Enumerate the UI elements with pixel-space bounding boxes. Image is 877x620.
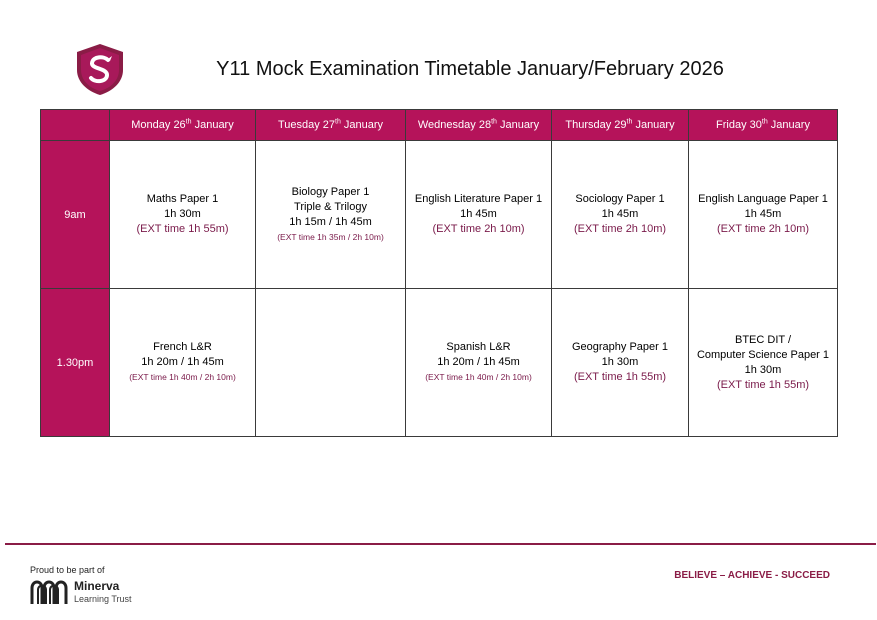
day-header-thursday: Thursday 29th January bbox=[552, 110, 689, 141]
page-title: Y11 Mock Examination Timetable January/February 2026 bbox=[216, 58, 724, 80]
proud-text: Proud to be part of bbox=[30, 565, 105, 575]
row-9am bbox=[41, 141, 838, 289]
school-shield-logo bbox=[73, 42, 127, 96]
day-header-friday: Friday 30th January bbox=[689, 110, 838, 141]
time-label: 1.30pm bbox=[41, 289, 110, 437]
exam-cell-tue-am: Biology Paper 1 Triple & Trilogy 1h 15m / 1h 45m (EXT time 1h 35m / 2h 10m) bbox=[256, 141, 406, 289]
exam-cell-fri-pm: BTEC DIT / Computer Science Paper 1 1h 30m (EXT time 1h 55m) bbox=[689, 289, 838, 437]
ext-time: (EXT time 1h 55m) bbox=[716, 378, 810, 391]
minerva-trust-logo-icon bbox=[30, 578, 70, 606]
exam-cell-fri-am: English Language Paper 1 1h 45m (EXT time 2h 10m) bbox=[689, 141, 838, 289]
corner-cell bbox=[41, 110, 110, 141]
ext-time: (EXT time 1h 35m / 2h 10m) bbox=[277, 231, 384, 242]
timetable bbox=[40, 109, 838, 437]
ext-time: (EXT time 1h 40m / 2h 10m) bbox=[425, 372, 532, 382]
motto: BELIEVE – ACHIEVE - SUCCEED bbox=[674, 570, 830, 581]
exam-cell-tue-pm-empty bbox=[256, 289, 406, 437]
exam-cell-mon-am: Maths Paper 1 1h 30m (EXT time 1h 55m) bbox=[110, 141, 256, 289]
ext-time: (EXT time 2h 10m) bbox=[573, 223, 667, 235]
trust-subtitle: Learning Trust bbox=[74, 594, 132, 604]
ext-time: (EXT time 1h 55m) bbox=[136, 223, 229, 235]
time-label: 9am bbox=[41, 141, 110, 289]
row-130pm bbox=[41, 289, 838, 437]
day-header-monday: Monday 26th January bbox=[110, 110, 256, 141]
ext-time: (EXT time 1h 55m) bbox=[573, 371, 667, 383]
day-header-wednesday: Wednesday 28th January bbox=[406, 110, 552, 141]
exam-cell-mon-pm: French L&R 1h 20m / 1h 45m (EXT time 1h 40m / 2h 10m) bbox=[110, 289, 256, 437]
ext-time: (EXT time 1h 40m / 2h 10m) bbox=[129, 372, 236, 382]
trust-name: Minerva bbox=[74, 579, 120, 593]
exam-cell-wed-pm: Spanish L&R 1h 20m / 1h 45m (EXT time 1h 40m / 2h 10m) bbox=[406, 289, 552, 437]
day-header-tuesday: Tuesday 27th January bbox=[256, 110, 406, 141]
exam-cell-thu-am: Sociology Paper 1 1h 45m (EXT time 2h 10m) bbox=[552, 141, 689, 289]
footer-divider bbox=[5, 543, 876, 545]
exam-cell-wed-am: English Literature Paper 1 1h 45m (EXT time 2h 10m) bbox=[406, 141, 552, 289]
exam-cell-thu-pm: Geography Paper 1 1h 30m (EXT time 1h 55m) bbox=[552, 289, 689, 437]
ext-time: (EXT time 2h 10m) bbox=[432, 223, 525, 235]
ext-time: (EXT time 2h 10m) bbox=[716, 223, 810, 235]
